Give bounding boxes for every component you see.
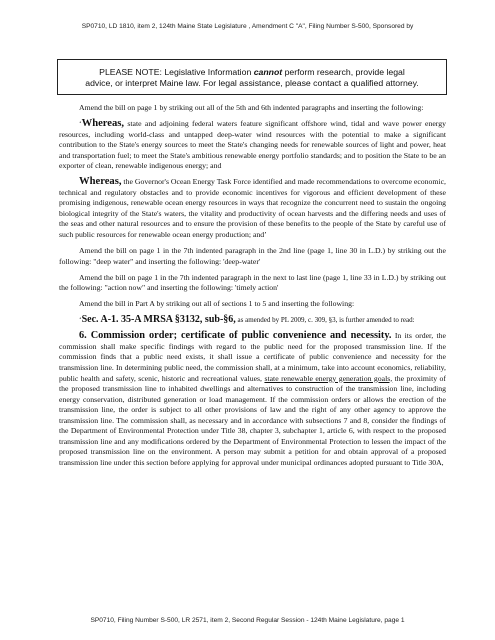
notice-line-1: PLEASE NOTE: Legislative Information cannot perform research, provide legal (99, 67, 405, 77)
subsection-title: Commission order; certificate of public convenience and necessity. (90, 330, 392, 342)
page-footer: SP0710, Filing Number S-500, LR 2571, item 2, Second Regular Session - 124th Maine Legislature, page 1 (90, 617, 405, 624)
paragraph-amend-intro: Amend the bill on page 1 by striking out all of the 5th and 6th indented paragraphs and inserting the following: (79, 103, 424, 112)
paragraph-amend-deep-water: Amend the bill on page 1 in the 7th indented paragraph in the 2nd line (page 1, line 30 in L.D.) by striking out the following: "deep water" and inserting the following: 'deep-water' (59, 246, 446, 266)
page-header: SP0710, LD 1810, item 2, 124th Maine State Legislature , Amendment C "A", Filing Number S-500, Sponsored by (81, 23, 414, 30)
paragraph-amend-timely-action: Amend the bill on page 1 in the 7th indented paragraph in the next to last line (page 1, line 33 in L.D.) by striking out the following: "action now" and inserting the following: 'timely action' (59, 272, 446, 293)
paragraph-whereas-2: Whereas, the Governor's Ocean Energy Task Force identified and made recommendations to overcome economic, technical and regulatory obstacles and to provide economic incentives for vigorous and efficient development of these promising indigenous, renewable ocean energy resources in ways that recognize the concurrent need to sustain the ongoing biological integrity of the State's waters, the vitality and productivity of ocean harvests and the differing needs and uses of the seas and other natural resources and to ensure the provision of these benefits to the people of the State by careful use of such public resources for renewable ocean energy production; and’ (59, 176, 446, 240)
notice-emphasis: cannot (253, 67, 283, 77)
paragraph-amend-part-a: Amend the bill in Part A by striking out all of sections 1 to 5 and inserting the following: (79, 299, 355, 309)
document-body (59, 103, 446, 474)
whereas-lead: Whereas, (81, 118, 125, 130)
paragraph-whereas-1: ‘Whereas, state and adjoining federal waters feature significant offshore wind, tidal and wave power energy resources, including world-class and untapped deep-water wind resources with the potential to make a significant contribution to the State's energy sources to meet the State's changing needs for renewable sources of light and power, heat and transportation fuel; to meet the State's ambitious renewable energy portfolio standards; and to position the State to be an exporter of clean, renewable indigenous energy; and (59, 118, 446, 171)
section-heading: Sec. A-1. 35-A MRSA §3132, sub-§6, (81, 314, 236, 326)
notice-line-2: advice, or interpret Maine law. For legal assistance, please contact a qualified attorney. (85, 78, 419, 88)
paragraph-section-a1: ‘Sec. A-1. 35-A MRSA §3132, sub-§6, as amended by PL 2009, c. 309, §3, is further amended to read: (79, 314, 415, 326)
paragraph-subsection-6: 6. Commission order; certificate of public convenience and necessity. In its order, the commission shall make specific findings with regard to the public need for the proposed transmission line. If the commission finds that a public need exists, it shall issue a certificate of public convenience and necessity for the transmission line. In determining public need, the commission shall, at a minimum, take into account economics, reliability, public health and safety, scenic, historic and recreational values, state renewable energy generation goals, the proximity of the proposed transmission line to inhabited dwellings and alternatives to construction of the transmission line, including energy conservation, distributed generation or load management. If the commission orders or allows the erection of the transmission line, the order is subject to all other provisions of law and the right of any other agency to approve the transmission line. The commission shall, as necessary and in accordance with subsections 7 and 8, consider the findings of the Department of Environmental Protection under Title 38, chapter 3, subchapter 1, article 6, with respect to the proposed transmission line and any modifications ordered by the Department of Environmental Protection to lessen the impact of the proposed transmission line on the environment. A person may submit a petition for and obtain approval of a proposed transmission line under this section before applying for approval under municipal ordinances adopted pursuant to Title 30A, (59, 330, 447, 467)
underlined-insertion: state renewable energy generation goals, (264, 373, 393, 383)
subsection-number: 6. (79, 330, 91, 342)
legal-notice-box (57, 59, 447, 95)
whereas-lead: Whereas, (79, 176, 122, 188)
